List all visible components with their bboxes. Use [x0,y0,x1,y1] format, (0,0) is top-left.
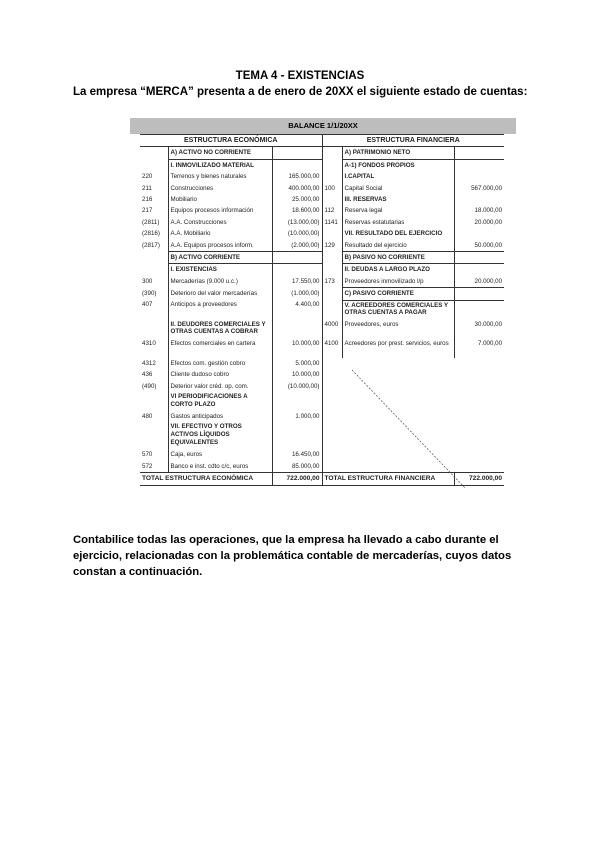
account-code: 4312 [140,358,168,369]
account-value: (10.000,00) [272,228,322,239]
account-label: Anticipos a proveedores [168,300,272,320]
account-value: 20.000,00 [454,276,504,288]
account-label: Capital Social [342,183,454,194]
account-label: Reserva legal [342,205,454,216]
account-value: (2.000,00) [272,240,322,252]
account-value: 18.000,00 [454,205,504,216]
account-code: 300 [140,276,168,288]
account-value: (1.000,00) [272,288,322,300]
account-value: 10.000,00 [272,339,322,358]
right-header: ESTRUCTURA FINANCIERA [322,135,504,147]
account-value: 30.000,00 [454,320,504,339]
account-value: 5.000,00 [272,358,322,369]
account-value: 85.000,00 [272,461,322,473]
account-label: B) ACTIVO CORRIENTE [168,252,272,264]
account-code: 572 [140,461,168,473]
total-economic-value: 722.000,00 [272,473,322,485]
account-value: 567.000,00 [454,183,504,194]
account-label: VI PERIODIFICACIONES A CORTO PLAZO [168,392,272,411]
account-code: 220 [140,171,168,182]
account-code: 480 [140,411,168,422]
account-value: 400.000,00 [272,183,322,194]
account-label: A-1) FONDOS PROPIOS [342,159,454,171]
account-code: 173 [322,276,342,288]
account-value: 18.600,00 [272,205,322,216]
account-value: 16.450,00 [272,449,322,460]
account-label: I. EXISTENCIAS [168,264,272,276]
account-code: 4100 [322,339,342,358]
account-code: (2811) [140,217,168,228]
account-code: (2817) [140,240,168,252]
account-code: 211 [140,183,168,194]
total-economic-label: TOTAL ESTRUCTURA ECONÓMICA [140,473,272,485]
account-value: 7.000,00 [454,339,504,358]
account-label: Gastos anticipados [168,411,272,422]
account-label: Construcciones [168,183,272,194]
account-label: B) PASIVO NO CORRIENTE [342,252,454,264]
account-label: Efectos comerciales en cartera [168,339,272,358]
page-title: TEMA 4 - EXISTENCIAS [235,70,365,82]
account-label: C) PASIVO CORRIENTE [342,288,454,300]
account-label: Efectos com. gestión cobro [168,358,272,369]
account-code: 436 [140,369,168,380]
account-label: Acreedores por prest. servicios, euros [342,339,454,358]
account-label: Banco e inst. cdto c/c, euros [168,461,272,473]
account-label: A.A. Construcciones [168,217,272,228]
account-value: 20.000,00 [454,217,504,228]
total-financial-value: 722.000,00 [454,473,504,485]
account-label: Deterior valor créd. op. com. [168,381,272,392]
closing-paragraph: Contabilice todas las operaciones, que la empresa ha llevado a cabo durante el ejercicio, relacionadas con la problemática contable de mercaderías, cuyos datos constan a continuación. [73,534,512,578]
account-label: A.A. Equipos procesos inform. [168,240,272,252]
account-label: Terrenos y bienes naturales [168,171,272,182]
account-label: Resultado del ejercicio [342,240,454,252]
empty-area-diagonal [130,118,516,506]
account-label: Reservas estatutarias [342,217,454,228]
account-label: Mobiliario [168,194,272,205]
account-label: I.CAPITAL [342,171,454,182]
account-label: VII. RESULTADO DEL EJERCICIO [342,228,454,239]
diagonal-line [352,370,465,488]
account-label: VII. EFECTIVO Y OTROS ACTIVOS LÍQUIDOS EQUIVALENTES [168,422,272,449]
intro-text: La empresa “MERCA” presenta a de enero de 20XX el siguiente estado de cuentas: [73,86,528,98]
account-label: II. DEUDAS A LARGO PLAZO [342,264,454,276]
account-label: Cliente dudoso cobro [168,369,272,380]
account-code: 407 [140,300,168,320]
account-label: A.A. Mobiliario [168,228,272,239]
account-label: Caja, euros [168,449,272,460]
account-label: I. INMOVILIZADO MATERIAL [168,159,272,171]
account-value: 25.000,00 [272,194,322,205]
account-value: 17.550,00 [272,276,322,288]
account-value: 10.000,00 [272,369,322,380]
account-code: 4000 [322,320,342,339]
account-value: 4.400,00 [272,300,322,320]
total-financial-label: TOTAL ESTRUCTURA FINANCIERA [322,473,454,485]
account-label: Mercaderías (9.000 u.c.) [168,276,272,288]
account-label: A) ACTIVO NO CORRIENTE [168,147,272,159]
account-code: 129 [322,240,342,252]
account-label: Deterioro del valor mercaderías [168,288,272,300]
account-value: (10.000,00) [272,381,322,392]
account-label: II. DEUDORES COMERCIALES Y OTRAS CUENTAS A COBRAR [168,320,272,339]
account-value: 50.000,00 [454,240,504,252]
account-code: (2816) [140,228,168,239]
account-code: 4310 [140,339,168,358]
account-code: 570 [140,449,168,460]
account-label: A) PATRIMONIO NETO [342,147,454,159]
account-value: 165.000,00 [272,171,322,182]
account-code: 217 [140,205,168,216]
account-value: 1.000,00 [272,411,322,422]
account-code: 1141 [322,217,342,228]
account-label: Proveedores, euros [342,320,454,339]
account-value: (13.000,00) [272,217,322,228]
account-code: (490) [140,381,168,392]
account-code: 216 [140,194,168,205]
account-code: (390) [140,288,168,300]
balance-sheet [130,118,516,506]
account-label: Proveedores inmovilizado l/p [342,276,454,288]
balance-title: BALANCE 1/1/20XX [130,118,516,134]
account-code: 100 [322,183,342,194]
account-code: 112 [322,205,342,216]
account-label: III. RESERVAS [342,194,454,205]
account-label: Equipos procesos información [168,205,272,216]
left-header: ESTRUCTURA ECONÓMICA [140,135,322,147]
account-label: V. ACREEDORES COMERCIALES Y OTRAS CUENTAS A PAGAR [342,300,454,320]
